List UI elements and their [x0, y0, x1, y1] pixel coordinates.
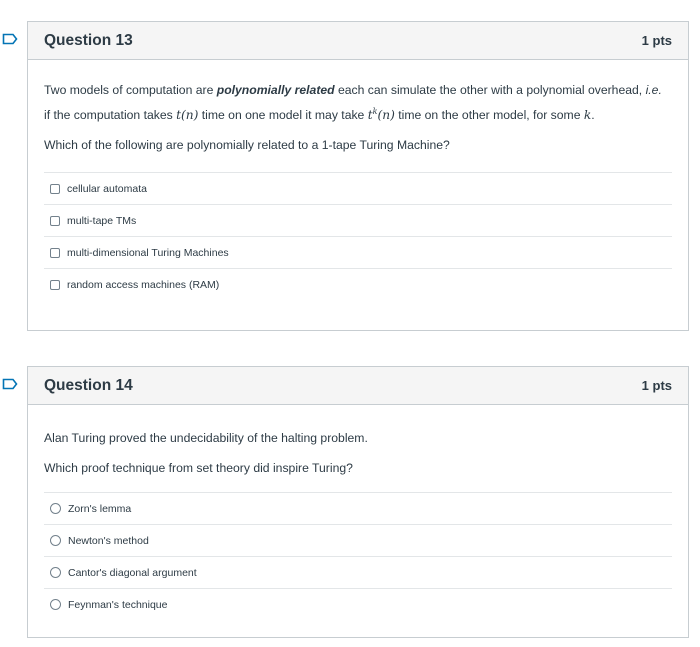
answer-list — [44, 492, 672, 620]
question-points: 1 pts — [641, 33, 672, 48]
answer-label[interactable]: Cantor's diagonal argument — [68, 566, 197, 579]
question-prompt: Which proof technique from set theory did inspire Turing? — [44, 461, 353, 475]
question-text — [44, 428, 672, 479]
question-14 — [27, 366, 689, 638]
question-text — [44, 80, 672, 156]
radio-button[interactable] — [50, 503, 61, 514]
text-italic: i.e. — [645, 83, 662, 97]
answer-label[interactable]: random access machines (RAM) — [67, 278, 220, 291]
math-expression: k — [583, 108, 592, 123]
question-prompt: Which of the following are polynomially related to a 1-tape Turing Machine? — [44, 138, 450, 153]
text-segment: time on the other model, for some — [394, 108, 584, 123]
answer-label[interactable]: cellular automata — [67, 182, 147, 195]
question-title: Question 13 — [44, 31, 133, 49]
question-header — [28, 367, 688, 405]
question-header — [28, 22, 688, 60]
question-points: 1 pts — [641, 378, 672, 393]
checkbox[interactable] — [50, 184, 60, 194]
answer-option[interactable] — [44, 268, 672, 300]
flag-icon[interactable] — [2, 378, 18, 390]
radio-button[interactable] — [50, 567, 61, 578]
text-segment: if the computation takes — [44, 108, 177, 123]
math-expression: $t^k(n)$ — [367, 107, 395, 123]
answer-option[interactable] — [44, 556, 672, 588]
answer-label[interactable]: multi-tape TMs — [67, 214, 137, 227]
answer-option[interactable] — [44, 204, 672, 236]
radio-button[interactable] — [50, 599, 61, 610]
checkbox[interactable] — [50, 280, 60, 290]
answer-option[interactable] — [44, 236, 672, 268]
text-segment: . — [591, 108, 595, 123]
text-segment: each can simulate the other with a polynomial overhead, — [334, 83, 646, 97]
answer-list — [44, 172, 672, 300]
answer-option[interactable] — [44, 172, 672, 204]
math-expression: t(n) — [176, 108, 199, 123]
radio-button[interactable] — [50, 535, 61, 546]
answer-label[interactable]: multi-dimensional Turing Machines — [67, 246, 229, 259]
flag-icon[interactable] — [2, 33, 18, 45]
text-segment: Two models of computation are — [44, 83, 217, 97]
answer-option[interactable] — [44, 524, 672, 556]
answer-label[interactable]: Newton's method — [68, 534, 149, 547]
question-title: Question 14 — [44, 376, 133, 394]
answer-option[interactable] — [44, 492, 672, 524]
text-bold: polynomially related — [216, 83, 335, 97]
answer-option[interactable] — [44, 588, 672, 620]
checkbox[interactable] — [50, 248, 60, 258]
text-segment: time on one model it may take — [198, 108, 368, 123]
question-13 — [27, 21, 689, 331]
answer-label[interactable]: Zorn's lemma — [68, 502, 132, 515]
question-statement: Alan Turing proved the undecidability of the halting problem. — [44, 431, 368, 445]
answer-label[interactable]: Feynman's technique — [68, 598, 168, 611]
checkbox[interactable] — [50, 216, 60, 226]
